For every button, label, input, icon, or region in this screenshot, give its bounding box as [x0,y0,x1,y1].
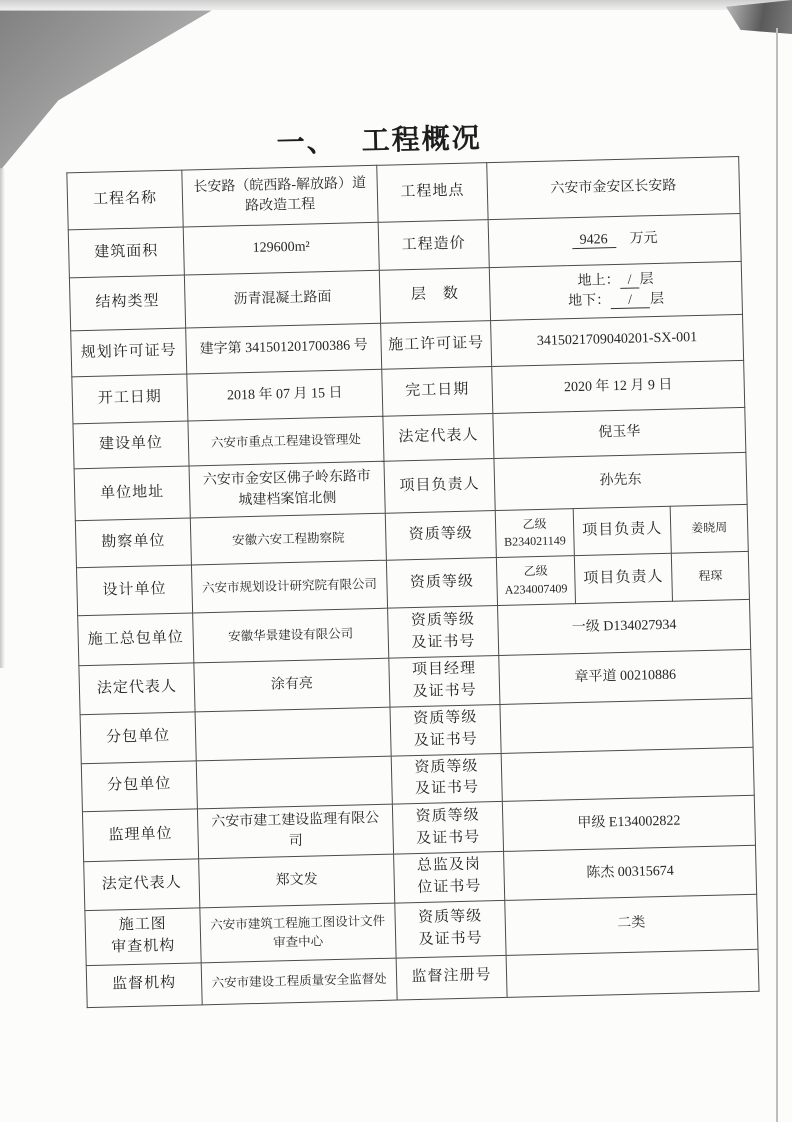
cell-value: 六安市建设工程质量安全监督处 [201,958,397,1005]
cell-value: 程琛 [671,551,749,601]
cell-value: 2020 年 12 月 9 日 [492,360,745,413]
value-text: 地上： [577,272,620,289]
cell-value: 孙先东 [494,452,747,510]
value-text: 层 [649,291,665,308]
document-sheet [65,110,758,1008]
value-text: 地下： [567,293,611,310]
cell-label: 项目负责人 [574,553,672,603]
cell-value [501,747,754,802]
cell-label: 项目负责人 [384,459,495,514]
cell-label: 监督注册号 [396,955,507,1000]
underlined-value: 9426 [571,232,615,249]
cell-label: 开工日期 [72,374,188,424]
cell-value: 3415021709040201-SX-001 [491,314,744,366]
cell-value: 2018 年 07 月 15 日 [187,369,383,421]
cell-label: 完工日期 [382,367,493,417]
cell-label: 施工总包单位 [78,613,194,666]
project-overview-table-grid [66,156,759,1008]
paper-edge-line [776,28,778,1122]
cell-value: 甲级 E134002822 [502,795,755,851]
cell-value: 安徽华景建设有限公司 [193,608,389,663]
cell-label: 层 数 [379,268,490,324]
cell-label: 工程造价 [378,220,489,271]
cell-label: 资质等级 及证书号 [391,753,502,804]
cell-value [500,698,753,753]
cell-label: 工程地点 [377,163,488,223]
cell-value: 129600m² [183,222,379,275]
cell-label: 分包单位 [80,712,196,763]
underlined-value: / [619,272,639,288]
cell-label: 施工图 审查机构 [85,907,201,965]
cell-label: 建设单位 [73,421,189,469]
cell-value: 郑文发 [199,854,395,907]
cell-value: 建字第 341501201700386 号 [186,323,382,374]
cell-value: 章平道 00210886 [499,649,752,704]
cell-value: 六安市金安区佛子岭东路市 城建档案馆北侧 [189,461,385,518]
cell-label: 法定代表人 [383,414,494,462]
scan-artifact-top-strip [0,0,792,10]
cell-value: 姜晓周 [670,504,748,553]
cell-value: 安徽六安工程勘察院 [190,513,386,565]
cell-label: 资质等级 及证书号 [392,801,503,854]
cell-value: 倪玉华 [493,407,746,458]
cell-value [488,213,741,267]
cell-value: 乙级 A234007409 [496,556,575,606]
cell-label: 结构类型 [69,275,185,331]
cell-value: 陈杰 00315674 [504,845,757,900]
cell-label: 分包单位 [81,760,197,811]
underlined-value: / [610,292,650,309]
cell-label: 监理单位 [82,809,198,862]
cell-value: 乙级 B234021149 [495,509,574,558]
cell-label: 资质等级 [386,558,497,609]
cell-label: 规划许可证号 [71,328,187,377]
cell-label: 建筑面积 [68,227,184,278]
cell-label: 资质等级 及证书号 [395,900,506,958]
cell-value: 六安市建筑工程施工图设计文件 审查中心 [200,903,396,963]
cell-value: 二类 [505,894,758,955]
cell-value: 长安路（皖西路-解放路）道 路改造工程 [182,165,378,227]
cell-value: 六安市建工建设监理有限公 司 [197,804,393,859]
cell-label: 法定代表人 [84,859,200,910]
cell-value: 六安市规划设计研究院有限公司 [191,560,387,613]
cell-value [196,756,392,809]
cell-value [195,707,391,760]
cell-label: 总监及岗 位证书号 [394,851,505,902]
cell-value: 六安市金安区长安路 [487,156,740,219]
section-title: 一、 工程概况 [276,123,483,160]
cell-label: 单位地址 [74,466,190,521]
cell-value [506,949,759,997]
value-text: 万元 [615,231,658,248]
cell-value: 六安市重点工程建设管理处 [188,416,384,466]
cell-label: 法定代表人 [79,663,195,715]
cell-label: 工程名称 [67,170,183,230]
cell-label: 资质等级 及证书号 [388,605,499,658]
cell-label: 资质等级 [385,511,496,561]
cell-value: 沥青混凝土路面 [184,270,380,328]
cell-label: 资质等级 及证书号 [390,704,501,755]
cell-label: 设计单位 [76,565,192,616]
project-overview-table [66,156,758,1008]
cell-label: 施工许可证号 [381,321,492,370]
cell-value: 涂有亮 [194,658,390,712]
cell-label: 勘察单位 [75,518,191,568]
cell-label: 监督机构 [86,962,202,1007]
cell-value: 一级 D134027934 [498,599,751,655]
value-text: 层 [639,271,654,288]
cell-label: 项目负责人 [573,506,671,555]
cell-value [489,261,742,320]
scan-artifact-left-edge [0,168,5,668]
cell-label: 项目经理 及证书号 [389,655,500,707]
